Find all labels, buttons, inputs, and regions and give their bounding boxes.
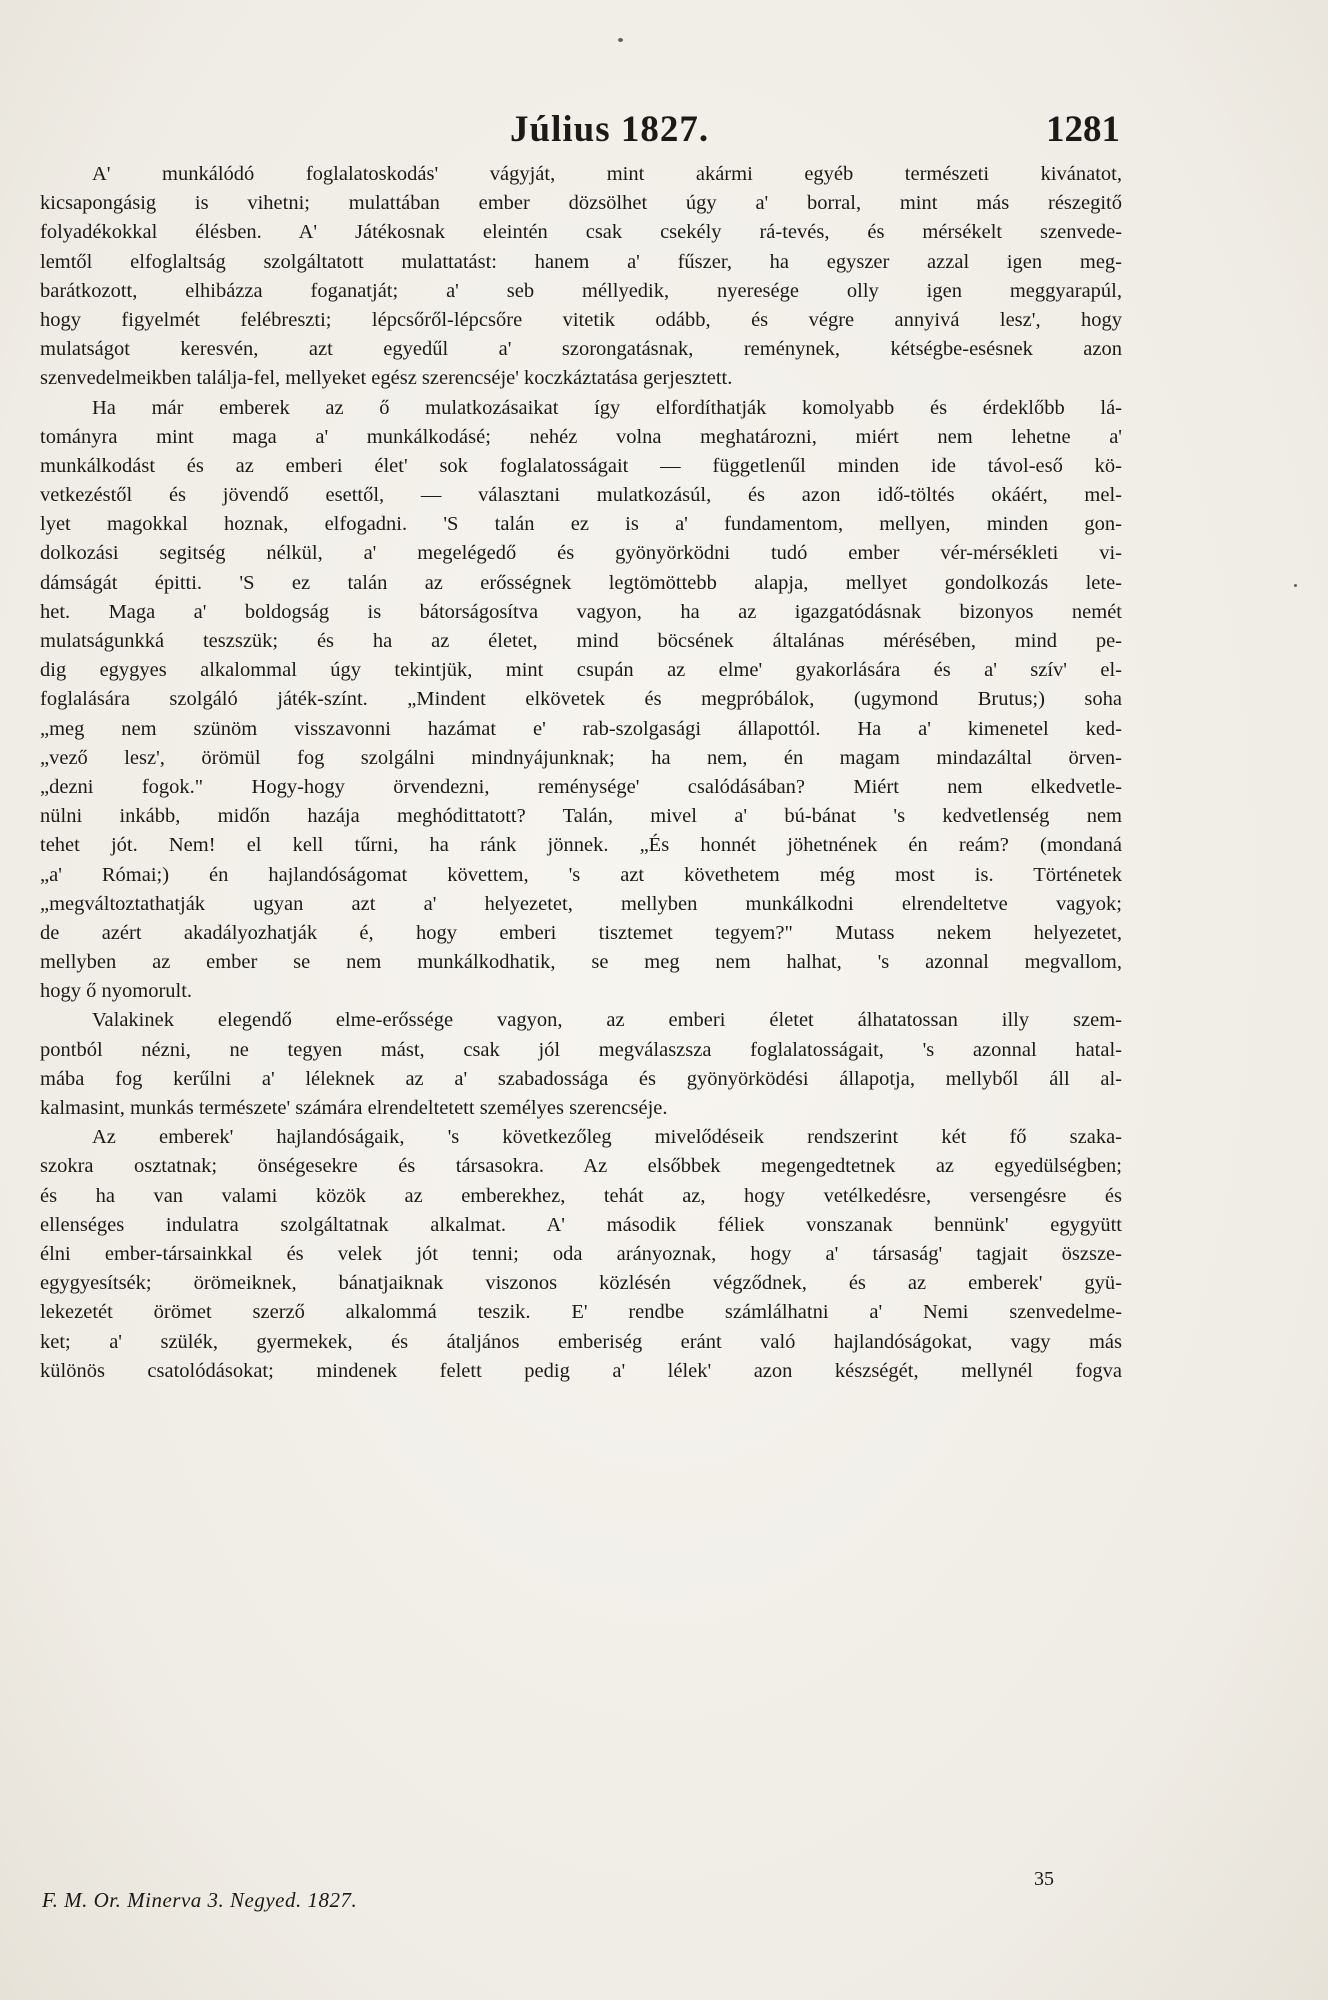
text-line: egygyesítsék; örömeiknek, bánatjaiknak viszonos közlésén végződnek, és az emberek' gyü- <box>40 1272 1122 1295</box>
running-title: Július 1827. <box>510 109 710 150</box>
text-line: és ha van valami közök az emberekhez, tehát az, hogy vetélkedésre, versengésre és <box>40 1184 1122 1207</box>
text-line: A' munkálódó foglalatoskodás' vágyját, mint akármi egyéb természeti kivánatot, <box>92 163 1122 185</box>
text-line: „dezni fogok." Hogy-hogy örvendezni, reménysége' csalódásában? Miért nem elkedvetle- <box>40 775 1122 798</box>
text-line: tehet jót. Nem! el kell tűrni, ha ránk jönnek. „És honnét jöhetnének én reám? (mondaná <box>40 834 1122 857</box>
text-line: het. Maga a' boldogság is bátorságosítva vagyon, ha az igazgatódásnak bizonyos nemét <box>40 600 1122 623</box>
text-line: lekezetét örömet szerző alkalommá teszik. E' rendbe számlálhatni a' Nemi szenvedelme- <box>40 1301 1122 1324</box>
ink-speck <box>618 38 623 42</box>
text-line: dig egygyes alkalommal úgy tekintjük, mint csupán az elme' gyakorlására és a' szív' el- <box>40 659 1122 682</box>
text-line: Ha már emberek az ő mulatkozásaikat így elfordíthatják komolyabb és érdeklőbb lá- <box>92 396 1122 419</box>
text-line: munkálkodást és az emberi élet' sok foglalatosságait — függetlenűl minden ide távol-eső kö- <box>40 454 1122 477</box>
text-line: mulatságunkká teszszük; és ha az életet, mind böcsének általánas mérésében, mind pe- <box>40 630 1122 652</box>
text-line: dámságát épitti. 'S ez talán az erősségnek legtömöttebb alapja, mellyet gondolkozás lete- <box>40 571 1122 594</box>
text-line: Valakinek elegendő elme-erőssége vagyon, az emberi életet álhatatossan illy szem- <box>92 1009 1122 1032</box>
text-line: mulatságot keresvén, azt egyedűl a' szorongatásnak, reménynek, kétségbe-esésnek azon <box>40 338 1122 361</box>
text-line: mába fog kerűlni a' léleknek az a' szabadossága és gyönyörködési állapotja, mellyből áll al- <box>40 1067 1122 1090</box>
printer-signature: F. M. Or. Minerva 3. Negyed. 1827. <box>42 1888 358 1912</box>
text-line: „meg nem szünöm visszavonni hazámat e' rab-szolgasági állapottól. Ha a' kimenetel ked- <box>40 717 1122 740</box>
text-line: szokra osztatnak; önségesekre és társasokra. Az elsőbbek megengedtetnek az egyedülségben; <box>40 1155 1122 1178</box>
ink-speck <box>1294 584 1297 587</box>
text-line: de azért akadályozhatják é, hogy emberi tisztemet tegyem?" Mutass nekem helyezetet, <box>40 921 1122 944</box>
sheet-mark: 35 <box>1034 1868 1054 1890</box>
text-line: Az emberek' hajlandóságaik, 's következőleg mivelődéseik rendszerint két fő szaka- <box>92 1126 1122 1149</box>
text-line: foglalására szolgáló játék-színt. „Mindent elkövetek és megpróbálok, (ugymond Brutus;) soha <box>40 688 1122 711</box>
text-line: „vező lesz', örömül fog szolgálni mindnyájunknak; ha nem, én magam mindazáltal örven- <box>40 746 1122 769</box>
text-line: dolkozási segitség nélkül, a' megelégedő és gyönyörködni tudó ember vér-mérsékleti vi- <box>40 542 1122 565</box>
text-line: folyadékokkal élésben. A' Játékosnak eleintén csak csekély rá-tevés, és mérsékelt szenvede- <box>40 221 1122 244</box>
body-text <box>40 160 1122 1386</box>
text-line: kicsapongásig is vihetni; mulattában ember dözsölhet úgy a' borral, mint más részegitő <box>40 192 1122 215</box>
text-line: barátkozott, elhibázza foganatját; a' seb méllyedik, nyeresége olly igen meggyarapúl, <box>40 279 1122 302</box>
text-line: hogy figyelmét felébreszti; lépcsőről-lépcsőre vitetik odább, és végre annyivá lesz', hogy <box>40 308 1122 331</box>
text-line: lemtől elfoglaltság szolgáltatott mulattatást: hanem a' fűszer, ha egyszer azzal igen meg- <box>40 250 1122 273</box>
paragraph-1 <box>40 160 1122 394</box>
text-line: lyet magokkal hoznak, elfogadni. 'S talán ez is a' fundamentom, mellyen, minden gon- <box>40 513 1122 536</box>
text-line: „a' Római;) én hajlandóságomat követtem, 's azt követhetem még most is. Történetek <box>40 863 1122 886</box>
text-line: tományra mint maga a' munkálkodásé; nehéz volna meghatározni, miért nem lehetne a' <box>40 425 1122 448</box>
text-line: élni ember-társainkkal és velek jót tenni; oda arányoznak, hogy a' társaság' tagjait öszsze- <box>40 1242 1122 1265</box>
paragraph-2 <box>40 394 1122 1007</box>
text-line: kalmasint, munkás természete' számára elrendeltetett személyes szerencséje. <box>40 1097 668 1119</box>
text-line: hogy ő nyomorult. <box>40 980 193 1003</box>
page-header <box>40 108 1120 158</box>
page-number: 1281 <box>1046 109 1120 150</box>
text-line: szenvedelmeikben találja-fel, mellyeket egész szerencséje' koczkáztatása gerjesztett. <box>40 367 733 390</box>
text-line: vetkezéstől és jövendő esettől, — választani mulatkozásúl, és azon idő-töltés okáért, mel- <box>40 484 1122 507</box>
text-line: ellenséges indulatra szolgáltatnak alkalmat. A' második féliek vonszanak bennünk' egygyütt <box>40 1213 1122 1236</box>
text-line: ket; a' szülék, gyermekek, és átaljános emberiség eránt való hajlandóságokat, vagy más <box>40 1330 1122 1353</box>
paragraph-4 <box>40 1123 1122 1386</box>
page-footer <box>40 1868 1122 1928</box>
text-line: mellyben az ember se nem munkálkodhatik, se meg nem halhat, 's azonnal megvallom, <box>40 951 1122 974</box>
text-line: „megváltoztathatják ugyan azt a' helyezetet, mellyben munkálkodni elrendeltetve vagyok; <box>40 892 1122 915</box>
text-line: pontból nézni, ne tegyen mást, csak jól megválaszsza foglalatosságait, 's azonnal hatal- <box>40 1038 1122 1061</box>
text-line: különös csatolódásokat; mindenek felett pedig a' lélek' azon készségét, mellynél fogva <box>40 1359 1122 1382</box>
text-line: nülni inkább, midőn hazája meghódittatott? Talán, mivel a' bú-bánat 's kedvetlenség nem <box>40 805 1122 828</box>
paragraph-3 <box>40 1006 1122 1123</box>
